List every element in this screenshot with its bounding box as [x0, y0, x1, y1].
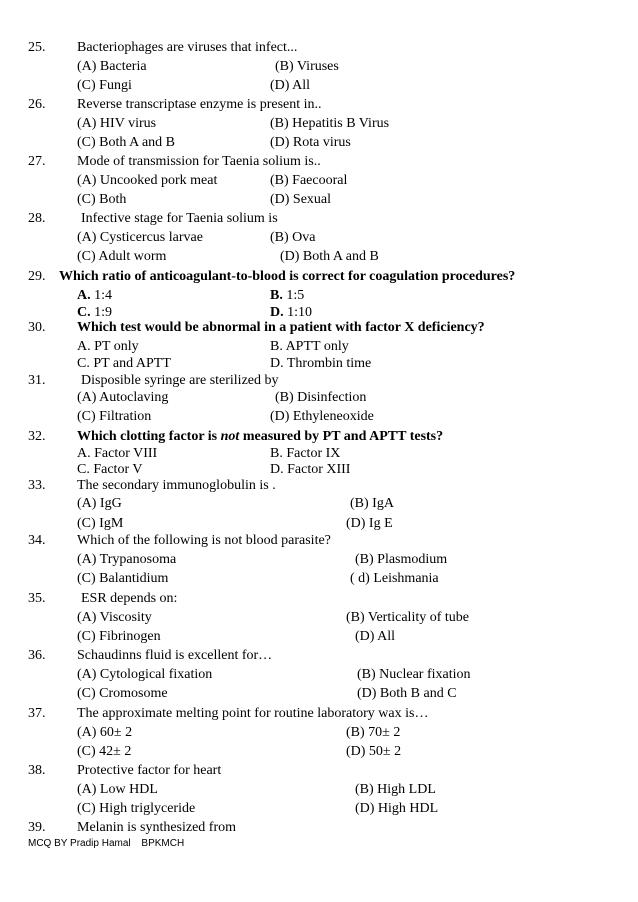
option-c: (C) Fungi [77, 78, 132, 93]
question-number: 27. [28, 154, 46, 169]
page-footer [28, 838, 192, 849]
option-a: (A) IgG [77, 496, 122, 511]
question-text: ESR depends on: [81, 591, 178, 606]
question-number: 37. [28, 706, 46, 721]
question-number: 34. [28, 533, 46, 548]
option-a: (A) Cytological fixation [77, 667, 213, 682]
option-value: 1:9 [94, 305, 113, 320]
option-a: (A) 60± 2 [77, 725, 133, 740]
option-c: (C) Fibrinogen [77, 629, 161, 644]
option-a: (A) Viscosity [77, 610, 152, 625]
option-d: (D) Both A and B [280, 249, 379, 264]
option-c: (C) Filtration [77, 409, 152, 424]
question-number: 26. [28, 97, 46, 112]
option-b: (B) High LDL [355, 782, 436, 797]
question-text: Bacteriophages are viruses that infect... [77, 40, 298, 55]
option-b: (B) Viruses [275, 59, 339, 74]
option-d: D. Thrombin time [270, 356, 372, 371]
option-b: (B) Ova [270, 230, 316, 245]
option-a: (A) Trypanosoma [77, 552, 177, 567]
option-label: A. [77, 288, 91, 303]
option-label: B. [270, 288, 283, 303]
question-number: 33. [28, 478, 46, 493]
question-number: 29. [28, 269, 46, 284]
question-text: Reverse transcriptase enzyme is present in.. [77, 97, 322, 112]
question-text: Mode of transmission for Taenia solium is.. [77, 154, 321, 169]
question-text: Schaudinns fluid is excellent for… [77, 648, 273, 663]
option-d: (D) High HDL [355, 801, 439, 816]
question-number: 38. [28, 763, 46, 778]
question-number: 31. [28, 373, 46, 388]
question-text: Melanin is synthesized from [77, 820, 237, 835]
question-number: 35. [28, 591, 46, 606]
option-c: C. Factor V [77, 462, 143, 477]
question-number: 39. [28, 820, 46, 835]
question-number: 36. [28, 648, 46, 663]
option-value: 1:4 [94, 288, 113, 303]
option-d: (D) Ig E [346, 516, 393, 531]
option-c: (C) Both [77, 192, 127, 207]
question-text-after: measured by PT and APTT tests? [239, 429, 444, 444]
option-a: A. PT only [77, 339, 139, 354]
question-number: 28. [28, 211, 46, 226]
option-d: (D) Both B and C [357, 686, 457, 701]
question-text: The secondary immunoglobulin is . [77, 478, 276, 493]
option-c: (C) High triglyceride [77, 801, 196, 816]
option-d: (D) Sexual [270, 192, 332, 207]
question-text-before: Which clotting factor is [77, 429, 221, 444]
option-b: (B) Hepatitis B Virus [270, 116, 390, 131]
option-a: (A) Bacteria [77, 59, 147, 74]
footer-institution: BPKMCH [141, 838, 185, 849]
question-number: 32. [28, 429, 46, 444]
option-d: ( d) Leishmania [350, 571, 439, 586]
option-d: D. Factor XIII [270, 462, 351, 477]
option-label: C. [77, 305, 91, 320]
option-d: (D) All [355, 629, 396, 644]
option-c: (C) IgM [77, 516, 124, 531]
option-b: (B) Plasmodium [355, 552, 448, 567]
question-number: 30. [28, 320, 46, 335]
option-c: (C) 42± 2 [77, 744, 132, 759]
option-c: (C) Balantidium [77, 571, 169, 586]
option-label: D. [270, 305, 284, 320]
option-a: (A) HIV virus [77, 116, 157, 131]
question-text: The approximate melting point for routine laboratory wax is… [77, 706, 429, 721]
question-text: Disposible syringe are sterilized by [81, 373, 279, 388]
question-text: Infective stage for Taenia solium is [81, 211, 278, 226]
option-b: (B) 70± 2 [346, 725, 401, 740]
option-value: 1:10 [287, 305, 313, 320]
question-text: Which ratio of anticoagulant-to-blood is correct for coagulation procedures? [59, 269, 516, 284]
option-a: (A) Autoclaving [77, 390, 169, 405]
option-b: B. APTT only [270, 339, 349, 354]
option-a: (A) Low HDL [77, 782, 158, 797]
option-b: (B) Nuclear fixation [357, 667, 471, 682]
question-text-emphasis: not [220, 429, 240, 444]
option-a: A. Factor VIII [77, 446, 158, 461]
question-text: Protective factor for heart [77, 763, 222, 778]
footer-author: MCQ BY Pradip Hamal [28, 838, 131, 849]
option-b: (B) IgA [350, 496, 394, 511]
option-b: B. Factor IX [270, 446, 341, 461]
option-b: (B) Verticality of tube [346, 610, 469, 625]
option-b: (B) Faecooral [270, 173, 348, 188]
question-text: Which test would be abnormal in a patient with factor X deficiency? [77, 320, 485, 335]
option-c: C. PT and APTT [77, 356, 171, 371]
option-d: (D) 50± 2 [346, 744, 402, 759]
option-c: (C) Both A and B [77, 135, 176, 150]
option-value: 1:5 [286, 288, 305, 303]
option-d: (D) Ethyleneoxide [270, 409, 374, 424]
question-number: 25. [28, 40, 46, 55]
question-text: Which of the following is not blood parasite? [77, 533, 331, 548]
option-d: (D) Rota virus [270, 135, 351, 150]
option-d: (D) All [270, 78, 311, 93]
option-b: (B) Disinfection [275, 390, 367, 405]
option-c: (C) Cromosome [77, 686, 168, 701]
option-a: (A) Uncooked pork meat [77, 173, 218, 188]
option-a: (A) Cysticercus larvae [77, 230, 203, 245]
option-c: (C) Adult worm [77, 249, 167, 264]
